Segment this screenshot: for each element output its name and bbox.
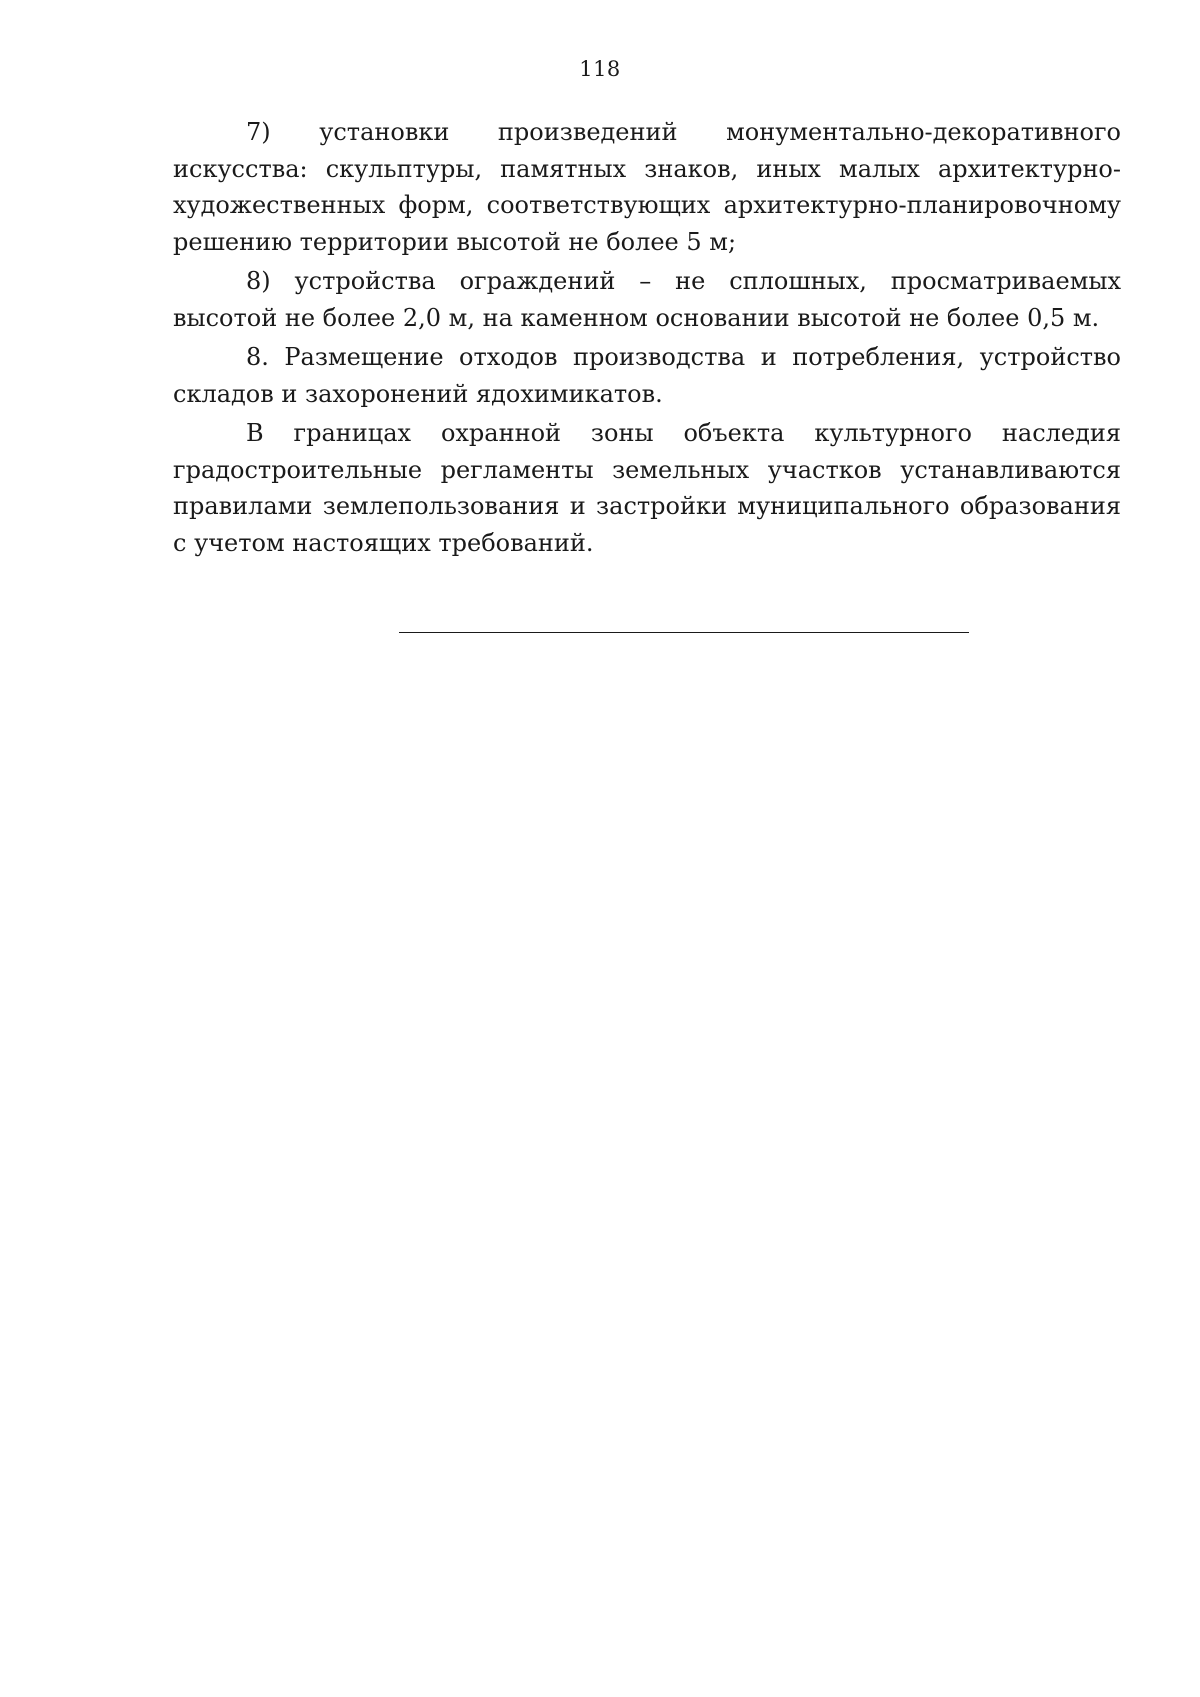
page-number: 118 (579, 57, 621, 81)
end-separator-line (399, 632, 969, 633)
paragraph-protection-zone: В границах охранной зоны объекта культурного наследия градостроительные регламенты земельных участков устанавливаются правилами землепользования и застройки муниципального образования с учетом настоящих требований. (173, 419, 1121, 557)
paragraph-section-8: 8. Размещение отходов производства и потребления, устройство складов и захоронений ядохимикатов. (173, 343, 1121, 408)
document-body (173, 114, 1121, 564)
paragraph-item-7: 7) установки произведений монументально-декоративного искусства: скульптуры, памятных знаков, иных малых архитектурно-художественных форм, соответствующих архитектурно-планировочному решению территории высотой не более 5 м; (173, 118, 1121, 256)
paragraph-item-8-fences: 8) устройства ограждений – не сплошных, просматриваемых высотой не более 2,0 м, на каменном основании высотой не более 0,5 м. (173, 267, 1121, 332)
